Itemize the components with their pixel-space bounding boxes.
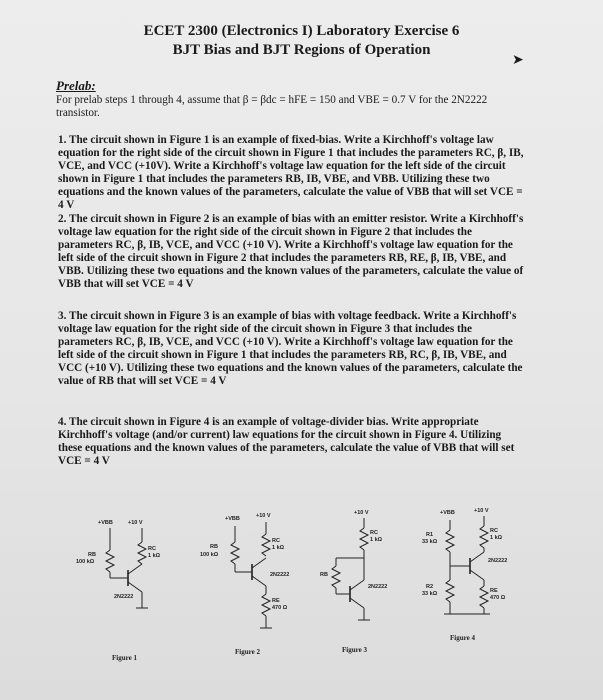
- fig2-rb-val: 100 kΩ: [200, 552, 219, 558]
- fig2-re-val: 470 Ω: [272, 605, 288, 611]
- fig4-re-val: 470 Ω: [490, 595, 506, 601]
- fig3-vcc: +10 V: [354, 510, 369, 516]
- fig2-rc-val: 1 kΩ: [272, 545, 285, 551]
- fig2-rc: RC: [272, 538, 280, 544]
- fig3-rc-val: 1 kΩ: [370, 537, 383, 543]
- fig4-vbb: +VBB: [440, 510, 455, 516]
- fig4-r1-val: 33 kΩ: [422, 539, 438, 545]
- fig2-vbb: +VBB: [225, 516, 240, 522]
- fig1-q: 2N2222: [114, 594, 134, 600]
- step-2-text: 2. The circuit shown in Figure 2 is an example of bias with an emitter resistor. Write a Kirchhoff's voltage law equation for the right side of the circuit shown in Figure 2 that includes the parameters RC, β, IB, VCE, and VCC (+10 V). Write a Kirchhoff's voltage law equation for the left side of the circuit shown in Figure 2 that includes the parameters RB, RE, β, IB, VBE, and VBB. Utilizing these two equations and the known values of the parameters, calculate the value of VBB that will set VCE = 4 V: [58, 213, 524, 290]
- step-4-text: 4. The circuit shown in Figure 4 is an example of voltage-divider bias. Write appropriate Kirchhoff's voltage (and/or current) law equations for the circuit shown in Figure 4. Utilizing these equations and the known values of the parameters, calculate the value of VBB that will set VCE = 4 V: [58, 416, 515, 467]
- fig2-rb: RB: [210, 544, 218, 550]
- fig4-r1: R1: [426, 532, 434, 538]
- fig4-q: 2N2222: [488, 558, 508, 564]
- fig2-q: 2N2222: [270, 572, 290, 578]
- fig1-vcc: +10 V: [128, 520, 143, 526]
- fig2-re: RE: [272, 598, 280, 604]
- figure-4-circuit: [422, 508, 507, 642]
- fig4-r2-val: 33 kΩ: [422, 591, 438, 597]
- circuit-diagrams-svg: [70, 490, 540, 675]
- fig2-vcc: +10 V: [256, 513, 271, 519]
- fig1-rb: RB: [88, 552, 96, 558]
- figure-2-circuit: [200, 513, 289, 656]
- fig4-rc: RC: [490, 528, 498, 534]
- fig3-rb: RB: [320, 572, 328, 578]
- fig4-rc-val: 1 kΩ: [490, 535, 503, 541]
- fig2-caption: Figure 2: [235, 648, 260, 656]
- fig3-q: 2N2222: [368, 584, 388, 590]
- fig1-vbb: +VBB: [98, 520, 113, 526]
- prelab-heading: Prelab:: [56, 78, 96, 93]
- fig4-vcc: +10 V: [474, 508, 489, 514]
- fig1-caption: Figure 1: [112, 654, 137, 662]
- circuit-figures: [70, 490, 540, 675]
- cursor-arrow-icon: ➤: [512, 53, 524, 68]
- fig4-r2: R2: [426, 584, 434, 590]
- fig1-rb-val: 100 kΩ: [76, 559, 95, 565]
- fig3-rc: RC: [370, 530, 378, 536]
- exercise-title: BJT Bias and BJT Regions of Operation: [172, 42, 431, 58]
- course-title: ECET 2300 (Electronics I) Laboratory Exercise 6: [143, 23, 460, 39]
- step-3-text: 3. The circuit shown in Figure 3 is an example of bias with voltage feedback. Write a Kirchhoff's voltage law equation for the right side of the circuit shown in Figure 3 that includes the parameters RC, β, IB, VCE, and VCC (+10 V). Write a Kirchhoff's voltage law equation for the left side of the circuit shown in Figure 1 that includes the parameters RB, RC, β, IB, VBE, and VCC (+10 V). Utilizing these two equations and the known values of the parameters, calculate the value of RB that will set VCE = 4 V: [58, 310, 523, 387]
- fig1-rc: RC: [148, 546, 156, 552]
- figure-3-circuit: [320, 510, 387, 654]
- fig3-caption: Figure 3: [342, 646, 367, 654]
- step-1-text: 1. The circuit shown in Figure 1 is an example of fixed-bias. Write a Kirchhoff's voltage law equation for the right side of the circuit shown in Figure 1 that includes the parameters RC, β, IB, VCE, and VCC (+10V). Write a Kirchhoff's voltage law equation for the left side of the circuit shown in Figure 1 that includes the parameters RB, IB, VBE, and VBB. Utilizing these two equations and the known values of the parameters, calculate the value of VBB that will set VCE = 4 V: [58, 134, 524, 211]
- fig4-caption: Figure 4: [450, 634, 475, 642]
- prelab-intro: For prelab steps 1 through 4, assume that β = βdc = hFE = 150 and VBE = 0.7 V for the 2N2222 transistor.: [56, 94, 488, 119]
- fig1-rc-val: 1 kΩ: [148, 553, 161, 559]
- figure-1-circuit: [76, 520, 161, 662]
- fig4-re: RE: [490, 588, 498, 594]
